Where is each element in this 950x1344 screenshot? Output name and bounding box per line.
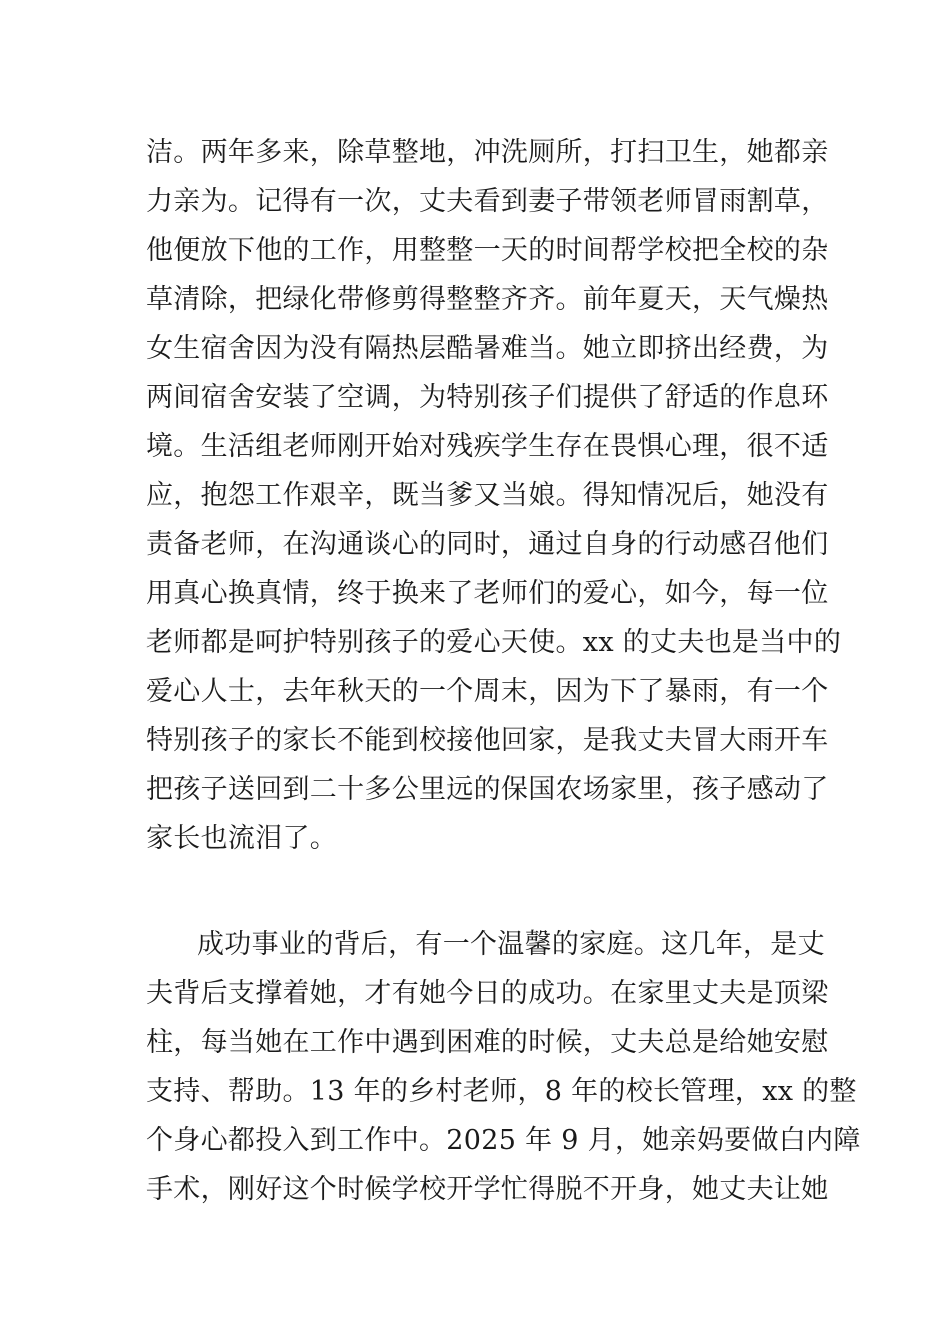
paragraph-1-line: 应，抱怨工作艰辛，既当爹又当娘。得知情况后，她没有 <box>146 480 829 511</box>
paragraph-1-line: 他便放下他的工作，用整整一天的时间帮学校把全校的杂 <box>146 235 829 266</box>
paragraph-1-line: 爱心人士，去年秋天的一个周末，因为下了暴雨，有一个 <box>146 676 829 707</box>
paragraph-1-line: 女生宿舍因为没有隔热层酷暑难当。她立即挤出经费，为 <box>146 333 829 364</box>
paragraph-2-line: 成功事业的背后，有一个温馨的家庭。这几年，是丈 <box>197 929 825 960</box>
paragraph-1-line: 把孩子送回到二十多公里远的保国农场家里，孩子感动了 <box>146 774 829 805</box>
paragraph-1-line: 家长也流泪了。 <box>146 823 338 854</box>
paragraph-1-line: 力亲为。记得有一次，丈夫看到妻子带领老师冒雨割草， <box>146 186 829 217</box>
paragraph-2-line: 手术，刚好这个时候学校开学忙得脱不开身，她丈夫让她 <box>146 1174 829 1205</box>
paragraph-1-line: 责备老师，在沟通谈心的同时，通过自身的行动感召他们 <box>146 529 829 560</box>
paragraph-1-line: 老师都是呵护特别孩子的爱心天使。xx 的丈夫也是当中的 <box>146 627 842 658</box>
paragraph-1-line: 境。生活组老师刚开始对残疾学生存在畏惧心理，很不适 <box>146 431 829 462</box>
paragraph-2-line: 支持、帮助。13 年的乡村老师，8 年的校长管理，xx 的整 <box>146 1076 857 1107</box>
paragraph-1-line: 草清除，把绿化带修剪得整整齐齐。前年夏天，天气燥热 <box>146 284 829 315</box>
paragraph-2-line: 柱，每当她在工作中遇到困难的时候，丈夫总是给她安慰 <box>146 1027 829 1058</box>
paragraph-1-line: 特别孩子的家长不能到校接他回家，是我丈夫冒大雨开车 <box>146 725 829 756</box>
paragraph-1-line: 两间宿舍安装了空调，为特别孩子们提供了舒适的作息环 <box>146 382 829 413</box>
paragraph-1-line: 洁。两年多来，除草整地，冲洗厕所，打扫卫生，她都亲 <box>146 137 829 168</box>
paragraph-2-line: 个身心都投入到工作中。2025 年 9 月，她亲妈要做白内障 <box>146 1125 861 1156</box>
paragraph-2-line: 夫背后支撑着她，才有她今日的成功。在家里丈夫是顶梁 <box>146 978 829 1009</box>
paragraph-1-line: 用真心换真情，终于换来了老师们的爱心，如今，每一位 <box>146 578 829 609</box>
